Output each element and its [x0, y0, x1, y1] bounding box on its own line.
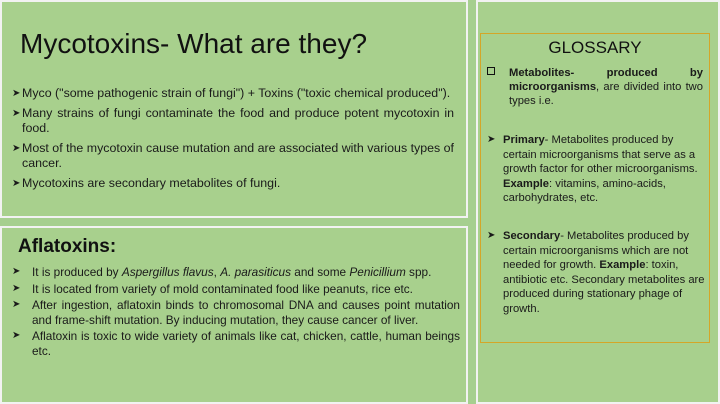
glossary-item-primary: ➤ Primary- Metabolites produced by certain microorganisms that serve as a growth factor for other microorganisms. Example: vitamins, amino-acids, carbohydrates, etc. [487, 134, 698, 205]
glossary-title: GLOSSARY [548, 38, 642, 57]
list-item: ➤ It is located from variety of mold contaminated food like peanuts, rice etc. [12, 281, 413, 296]
list-item: ➤ Most of the mycotoxin cause mutation and are associated with various types of cancer. [12, 141, 454, 170]
glossary-term: Metabolites- produced by microorganisms [509, 67, 703, 93]
vertical-divider [468, 0, 476, 404]
example-label: Example [503, 177, 550, 190]
example-label: Example [599, 259, 646, 272]
list-item: ➤ It is produced by Aspergillus flavus, A. parasiticus and some Penicillium spp. [12, 265, 432, 279]
aflatoxins-heading: Aflatoxins: [18, 236, 117, 257]
list-item: ➤ After ingestion, aflatoxin binds to chromosomal DNA and causes point mutation and frame-shift mutation. By inducing mutation, they cause cancer of liver. [12, 298, 460, 327]
species-name: Aspergillus flavus [121, 265, 214, 279]
glossary-intro: Metabolites- produced by microorganisms, are divided into two types i.e. [487, 66, 703, 108]
arrowhead-bullet-icon: ➤ [487, 230, 496, 241]
slide-title: Mycotoxins- What are they? [20, 28, 368, 59]
arrowhead-bullet-icon: ➤ [12, 108, 21, 119]
triangle-bullet-icon: ➤ [12, 282, 21, 294]
glossary-item-secondary: ➤ Secondary- Metabolites produced by certain microorganisms which are not needed for growth. Example: toxin, antibiotic etc. Secondary metabolites are produced during stationary phage of growth. [487, 230, 705, 315]
species-name: A. parasiticus [220, 265, 292, 279]
aflatoxins-bullet-list [12, 265, 460, 360]
horizontal-divider [0, 218, 468, 226]
list-item: ➤ Aflatoxin is toxic to wide variety of animals like cat, chicken, cattle, human beings etc. [12, 329, 460, 358]
intro-bullet-list [12, 86, 454, 196]
square-bullet-icon [487, 67, 495, 75]
genus-name: Penicillium [349, 265, 406, 279]
arrowhead-bullet-icon: ➤ [487, 134, 496, 145]
glossary-term: Primary [503, 134, 545, 146]
glossary-term: Secondary [503, 230, 561, 242]
glossary-box [480, 33, 710, 343]
triangle-bullet-icon: ➤ [12, 266, 21, 277]
list-item: ➤ Many strains of fungi contaminate the food and produce potent mycotoxin in food. [12, 106, 454, 135]
list-item: ➤ Myco ("some pathogenic strain of fungi") + Toxins ("toxic chemical produced"). [12, 86, 451, 100]
arrowhead-bullet-icon: ➤ [12, 178, 21, 189]
arrowhead-bullet-icon: ➤ [12, 143, 21, 154]
triangle-bullet-icon: ➤ [12, 299, 21, 310]
triangle-bullet-icon: ➤ [12, 330, 21, 341]
arrowhead-bullet-icon: ➤ [12, 88, 21, 99]
list-item: ➤ Mycotoxins are secondary metabolites of fungi. [12, 176, 281, 190]
